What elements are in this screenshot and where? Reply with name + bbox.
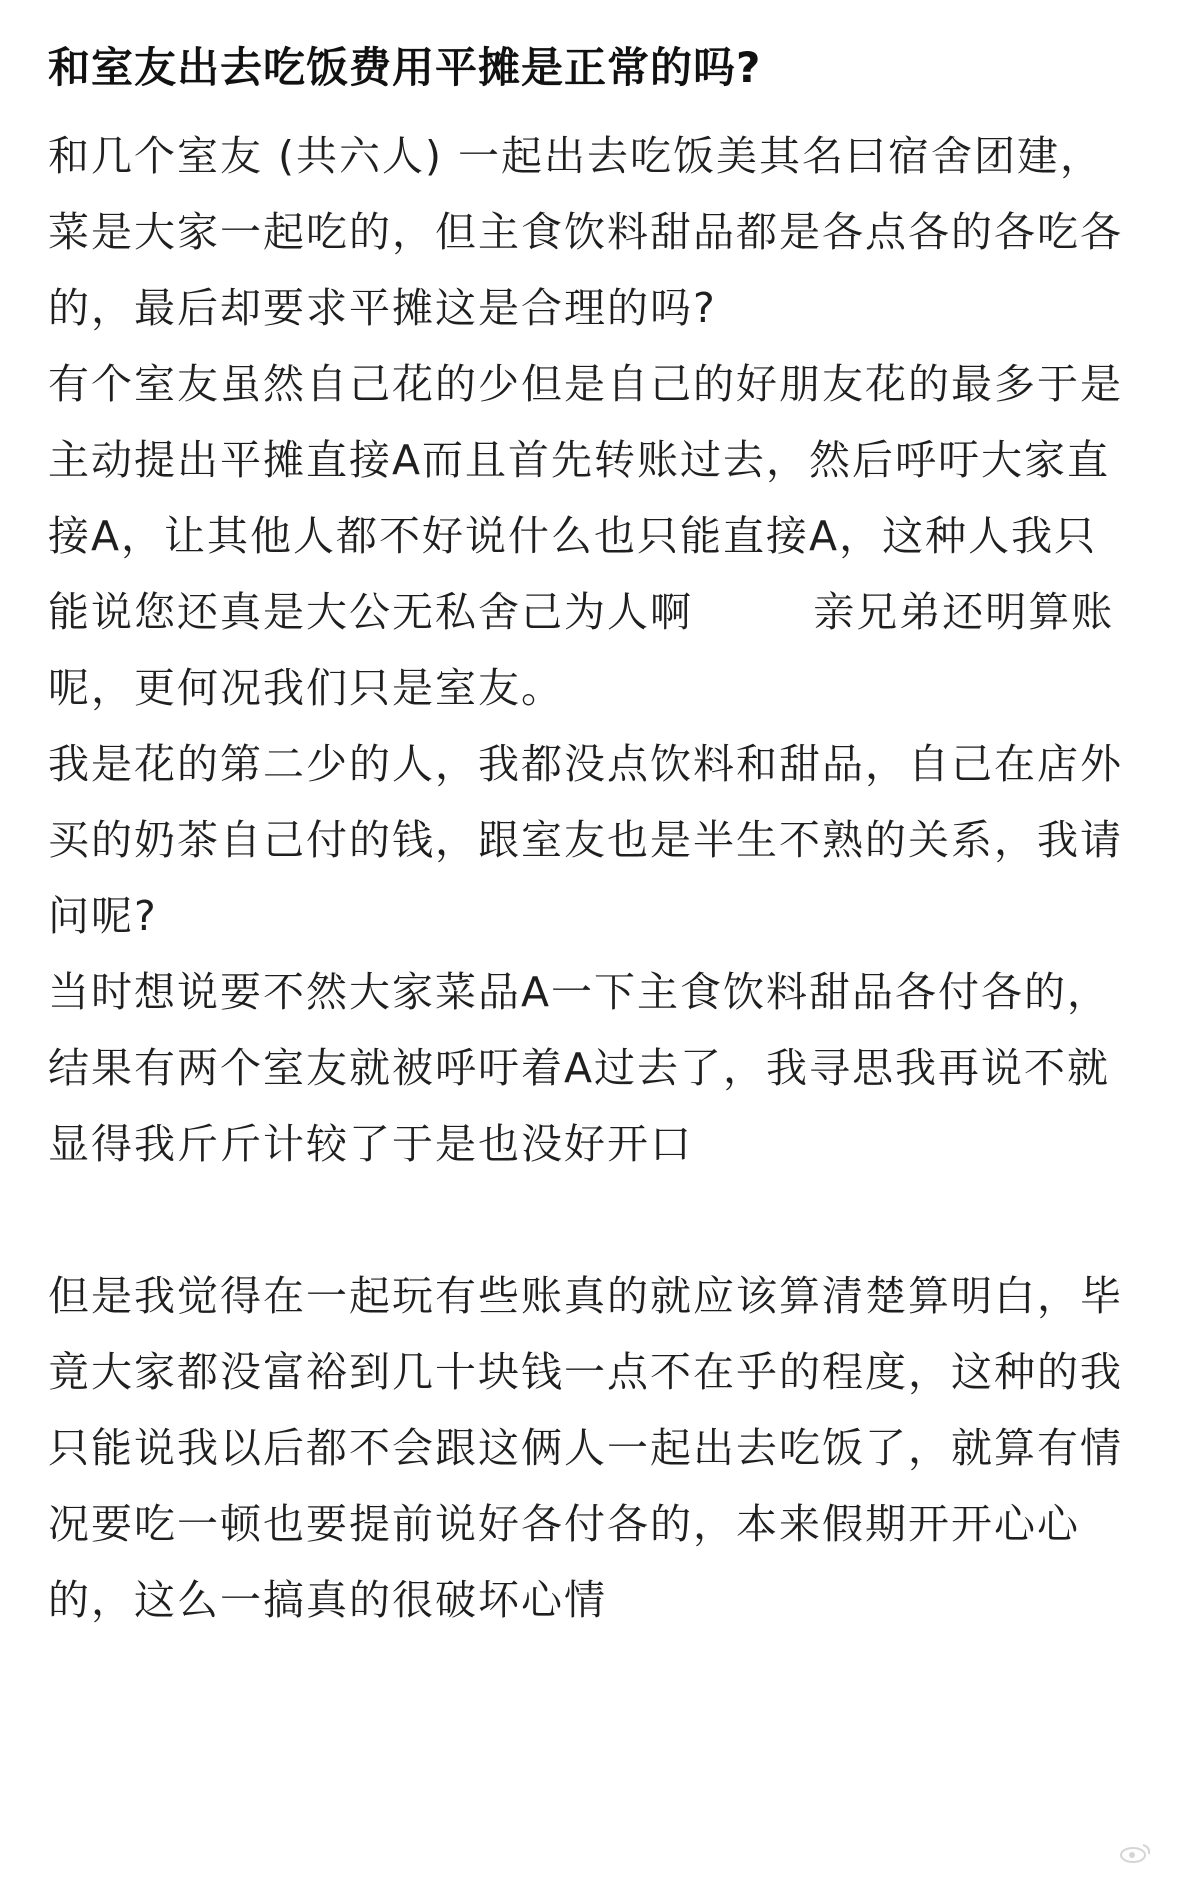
post-paragraph: 和几个室友 (共六人) 一起出去吃饭美其名曰宿舍团建，菜是大家一起吃的，但主食饮料甜品都是各点各的各吃各的，最后却要求平摊这是合理的吗?	[48, 132, 1123, 332]
paragraph-gap	[48, 1182, 1138, 1258]
post-title: 和室友出去吃饭费用平摊是正常的吗?	[48, 43, 762, 92]
post-paragraph: 我是花的第二少的人，我都没点饮料和甜品，自己在店外买的奶茶自己付的钱，跟室友也是半生不熟的关系，我请问呢?	[48, 740, 1123, 940]
post-paragraph: 有个室友虽然自己花的少但是自己的好朋友花的最多于是主动提出平摊直接A而且首先转账过去，然后呼吁大家直接A，让其他人都不好说什么也只能直接A，这种人我只能说您还真是大公无私舍己为人啊 亲兄弟还明算账呢，更何况我们只是室友。	[48, 360, 1123, 712]
post-body	[48, 118, 1138, 1638]
post-card	[48, 40, 1138, 1638]
post-paragraph: 当时想说要不然大家菜品A一下主食饮料甜品各付各的，结果有两个室友就被呼吁着A过去了，我寻思我再说不就显得我斤斤计较了于是也没好开口	[48, 968, 1111, 1168]
post-paragraph: 但是我觉得在一起玩有些账真的就应该算清楚算明白，毕竟大家都没富裕到几十块钱一点不在乎的程度，这种的我只能说我以后都不会跟这俩人一起出去吃饭了，就算有情况要吃一顿也要提前说好各付各的，本来假期开开心心的，这么一搞真的很破坏心情	[48, 1272, 1123, 1624]
weibo-watermark-icon	[1119, 1842, 1153, 1864]
